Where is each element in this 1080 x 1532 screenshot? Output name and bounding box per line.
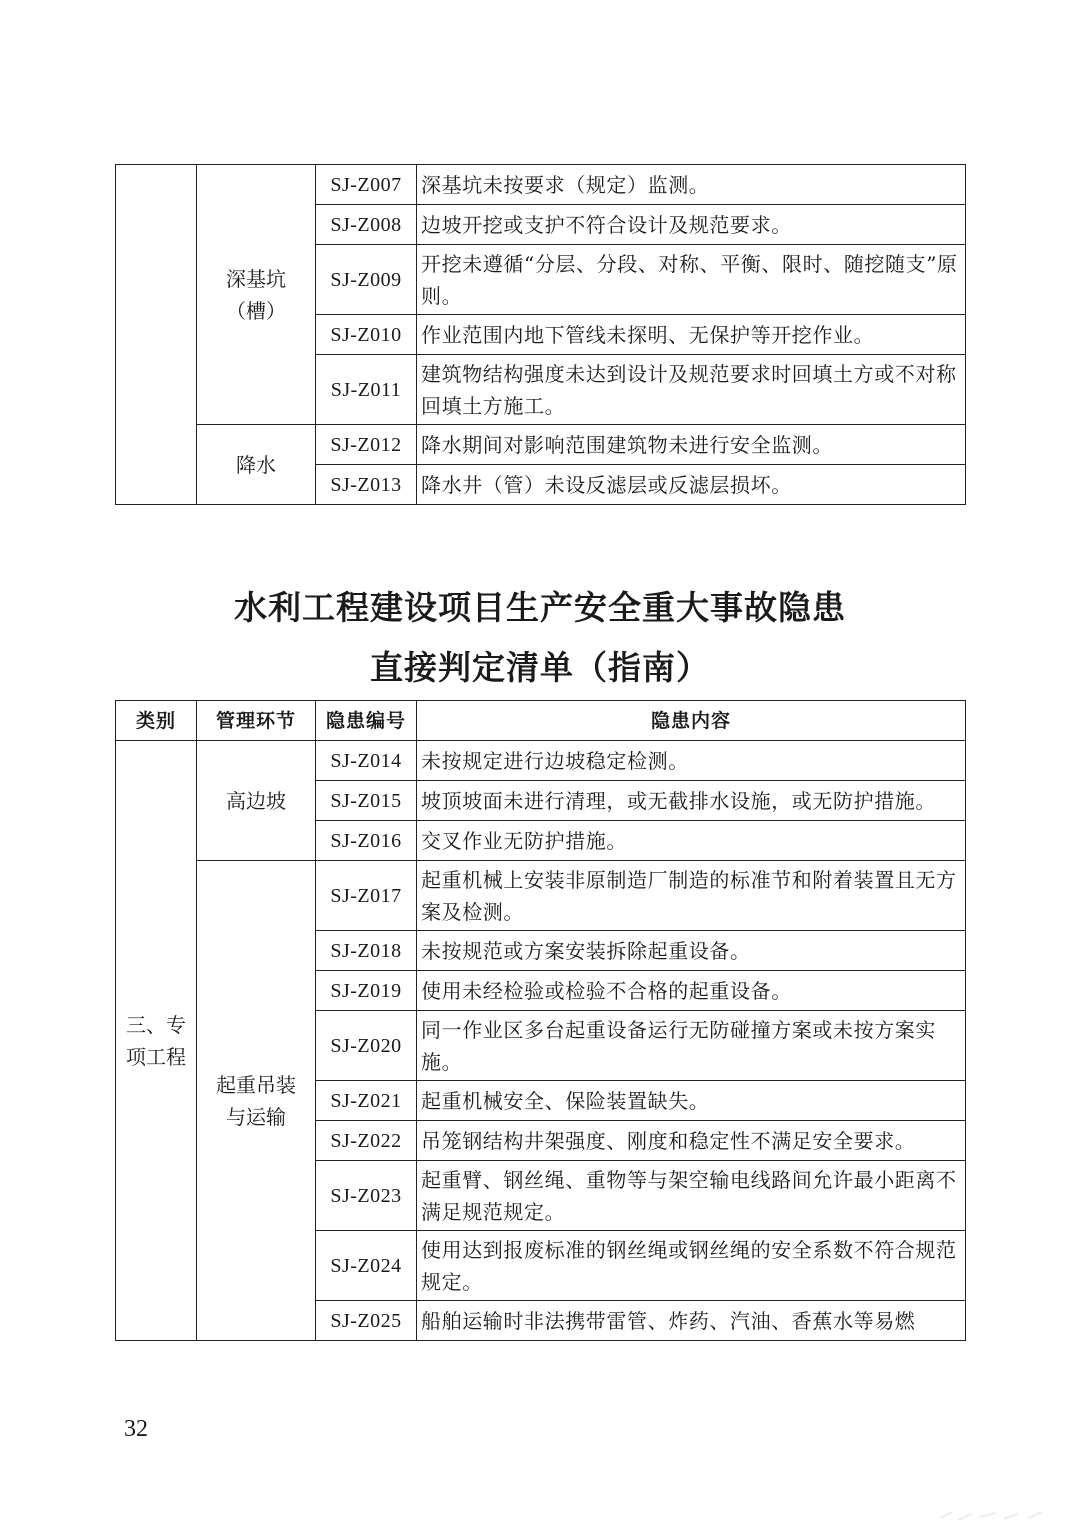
hazard-code: SJ-Z022 [316, 1121, 417, 1161]
hazard-content: 起重机械安全、保险装置缺失。 [417, 1081, 966, 1121]
hazard-content: 同一作业区多台起重设备运行无防碰撞方案或未按方案实施。 [417, 1011, 966, 1081]
hazard-content: 起重臂、钢丝绳、重物等与架空输电线路间允许最小距离不满足规范规定。 [417, 1161, 966, 1231]
section-cell-high-slope [197, 741, 316, 861]
watermark-mark [938, 1508, 1058, 1524]
hazard-code: SJ-Z012 [316, 425, 417, 465]
hazard-code: SJ-Z018 [316, 931, 417, 971]
category-label: 项工程 [126, 1044, 186, 1069]
section-cell-dewatering [197, 425, 316, 505]
hazard-content: 交叉作业无防护措施。 [417, 821, 966, 861]
hazard-content: 建筑物结构强度未达到设计及规范要求时回填土方或不对称回填土方施工。 [417, 355, 966, 425]
hazard-content: 未按规范或方案安装拆除起重设备。 [417, 931, 966, 971]
hazard-content: 吊笼钢结构井架强度、刚度和稳定性不满足安全要求。 [417, 1121, 966, 1161]
section-label: 降水 [236, 452, 276, 477]
hazard-code: SJ-Z020 [316, 1011, 417, 1081]
hazard-code: SJ-Z013 [316, 465, 417, 505]
hazard-code: SJ-Z007 [316, 165, 417, 205]
header-section: 管理环节 [197, 701, 316, 741]
hazard-content: 边坡开挖或支护不符合设计及规范要求。 [417, 205, 966, 245]
hazard-code: SJ-Z015 [316, 781, 417, 821]
hazard-code: SJ-Z011 [316, 355, 417, 425]
hazard-content: 开挖未遵循“分层、分段、对称、平衡、限时、随挖随支”原则。 [417, 245, 966, 315]
hazard-content: 使用达到报废标准的钢丝绳或钢丝绳的安全系数不符合规范规定。 [417, 1231, 966, 1301]
table-header-row [116, 701, 966, 741]
category-label: 三、专 [126, 1012, 186, 1037]
hazard-table-continued [115, 164, 966, 505]
hazard-code: SJ-Z019 [316, 971, 417, 1011]
hazard-code: SJ-Z023 [316, 1161, 417, 1231]
hazard-content: 起重机械上安装非原制造厂制造的标准节和附着装置且无方案及检测。 [417, 861, 966, 931]
hazard-content: 未按规定进行边坡稳定检测。 [417, 741, 966, 781]
category-cell-empty [116, 165, 197, 505]
section-label: 深基坑 [226, 266, 286, 291]
hazard-code: SJ-Z017 [316, 861, 417, 931]
hazard-table [115, 700, 966, 1341]
hazard-code: SJ-Z024 [316, 1231, 417, 1301]
section-label: 与运输 [226, 1104, 286, 1129]
section-cell-lifting [197, 861, 316, 1341]
document-title-line2: 直接判定清单（指南） [370, 648, 710, 687]
hazard-content: 使用未经检验或检验不合格的起重设备。 [417, 971, 966, 1011]
hazard-content: 作业范围内地下管线未探明、无保护等开挖作业。 [417, 315, 966, 355]
page-number: 32 [124, 1416, 148, 1442]
section-cell-deep-pit [197, 165, 316, 425]
header-category: 类别 [116, 701, 197, 741]
category-cell-special-projects [116, 741, 197, 1341]
hazard-content: 降水井（管）未设反滤层或反滤层损坏。 [417, 465, 966, 505]
section-label: （槽） [226, 298, 286, 323]
hazard-content: 降水期间对影响范围建筑物未进行安全监测。 [417, 425, 966, 465]
hazard-code: SJ-Z009 [316, 245, 417, 315]
hazard-code: SJ-Z008 [316, 205, 417, 245]
hazard-content: 坡顶坡面未进行清理，或无截排水设施，或无防护措施。 [417, 781, 966, 821]
document-title-line1: 水利工程建设项目生产安全重大事故隐患 [234, 588, 846, 627]
hazard-content: 船舶运输时非法携带雷管、炸药、汽油、香蕉水等易燃 [417, 1301, 966, 1341]
hazard-code: SJ-Z016 [316, 821, 417, 861]
header-code: 隐患编号 [316, 701, 417, 741]
section-label: 起重吊装 [216, 1072, 296, 1097]
header-content: 隐患内容 [417, 701, 966, 741]
hazard-code: SJ-Z025 [316, 1301, 417, 1341]
section-label: 高边坡 [226, 788, 286, 813]
hazard-code: SJ-Z014 [316, 741, 417, 781]
hazard-code: SJ-Z010 [316, 315, 417, 355]
hazard-code: SJ-Z021 [316, 1081, 417, 1121]
hazard-content: 深基坑未按要求（规定）监测。 [417, 165, 966, 205]
